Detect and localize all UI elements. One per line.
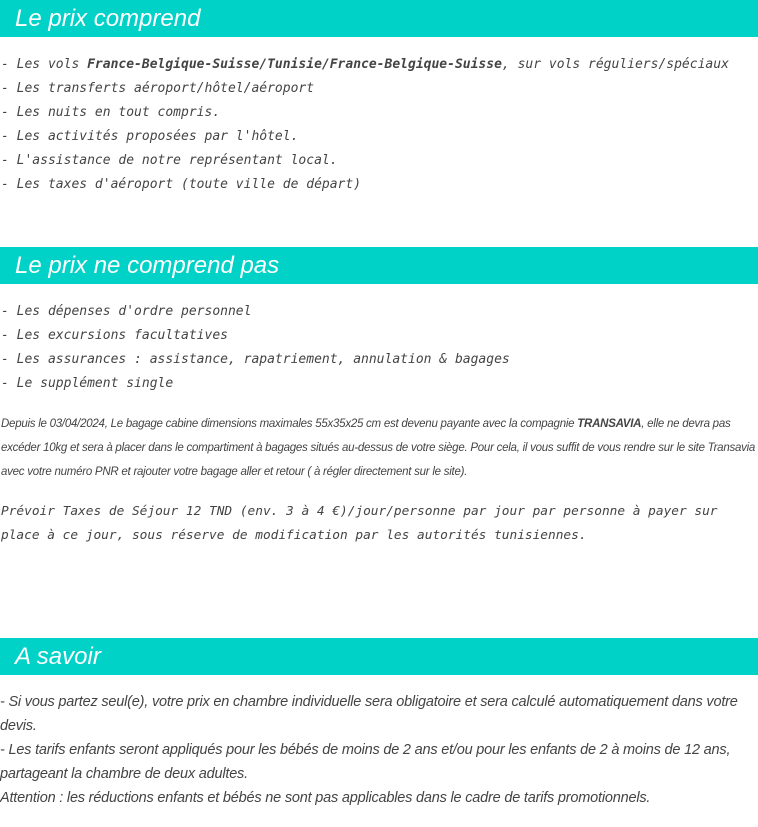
list-item-prefix: - Les vols [1,57,88,72]
flight-route: France-Belgique-Suisse/Tunisie/France-Belgique-Suisse [87,57,502,72]
section-title-info: A savoir [15,643,101,670]
section-header-info [0,638,758,675]
info-item: - Si vous partez seul(e), votre prix en chambre individuelle sera obligatoire et sera calculé automatiquement dans votre devis. [0,694,738,734]
excluded-list [1,300,510,396]
section-header-excluded [0,247,758,284]
airline-name: TRANSAVIA [577,418,642,430]
list-item: - Les activités proposées par l'hôtel. [1,129,299,144]
list-item-suffix: , sur vols réguliers/spéciaux [501,57,729,72]
list-item: - L'assistance de notre représentant local. [1,153,338,168]
info-list [0,690,757,810]
section-header-included [0,0,758,37]
list-item: - Le supplément single [1,376,174,391]
baggage-note-prefix: Depuis le 03/04/2024, Le bagage cabine dimensions maximales 55x35x25 cm est devenu payante avec la compagnie [1,418,578,430]
list-item: - Les dépenses d'ordre personnel [1,304,252,319]
list-item: - Les taxes d'aéroport (toute ville de départ) [1,177,362,192]
baggage-note [1,412,756,484]
section-title-included: Le prix comprend [15,5,201,32]
list-item: - Les assurances : assistance, rapatriement, annulation & bagages [1,352,510,367]
list-item: - Les transferts aéroport/hôtel/aéroport [1,81,315,96]
info-item: - Les tarifs enfants seront appliqués pour les bébés de moins de 2 ans et/ou pour les enfants de 2 à moins de 12 ans, partageant la chambre de deux adultes. [0,742,731,782]
list-item: - Les nuits en tout compris. [1,105,221,120]
list-item: - Les excursions facultatives [1,328,228,343]
section-title-excluded: Le prix ne comprend pas [15,252,280,279]
list-item [1,53,729,77]
baggage-note-suffix: , elle ne devra pas excéder 10kg et sera à placer dans le compartiment à bagages situés au-dessus de votre siège. Pour cela, il vous suffit de vous rendre sur le site Transavia avec votre numéro PNR et rajouter votre bagage aller et retour ( à régler directement sur le site). [1,418,756,478]
tourist-tax-note: Prévoir Taxes de Séjour 12 TND (env. 3 à 4 €)/jour/personne par jour par personne à payer sur place à ce jour, sous réserve de modification par les autorités tunisiennes. [1,504,718,543]
info-item: Attention : les réductions enfants et bébés ne sont pas applicables dans le cadre de tarifs promotionnels. [0,790,651,806]
included-list [1,53,729,197]
